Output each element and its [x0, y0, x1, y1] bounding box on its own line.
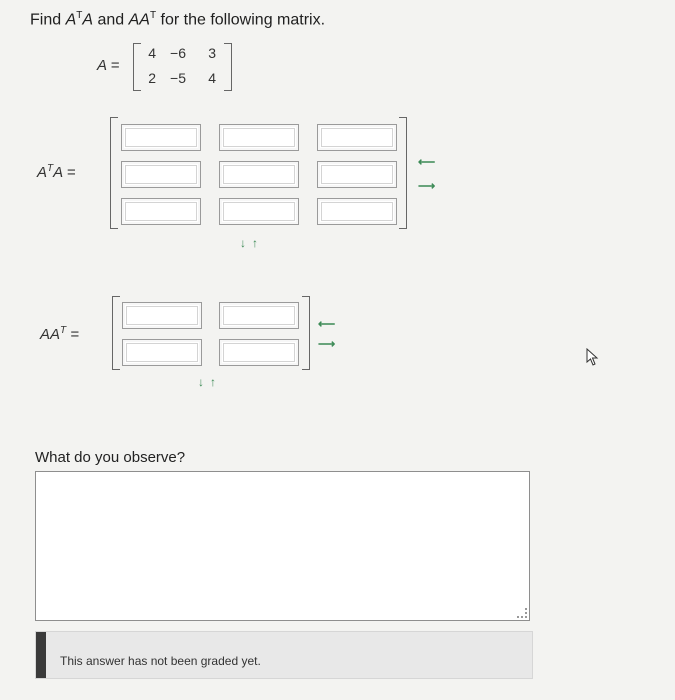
ata-cell-r1c3[interactable]: [317, 124, 397, 151]
ata-cell-r2c3[interactable]: [317, 161, 397, 188]
ata-label: $A^TA$ =: [37, 163, 76, 181]
matrix-a-label: A =: [97, 57, 120, 74]
grading-status-panel: [35, 631, 533, 679]
matrix-a-r2c2: −5: [170, 70, 186, 86]
ata-remove-column-arrow-icon[interactable]: ⟵: [418, 155, 436, 169]
observe-answer-input[interactable]: [36, 472, 533, 624]
status-accent-bar: [36, 632, 46, 678]
matrix-a-r2c3: 4: [208, 70, 216, 86]
aat-remove-column-arrow-icon[interactable]: ⟵: [318, 317, 336, 331]
ata-add-column-arrow-icon[interactable]: ⟶: [418, 179, 436, 193]
ata-cell-r3c2[interactable]: [219, 198, 299, 225]
mouse-cursor-icon: [586, 348, 600, 366]
resize-handle-icon[interactable]: [517, 608, 527, 618]
ata-cell-r2c1[interactable]: [121, 161, 201, 188]
matrix-a-r1c3: 3: [208, 45, 216, 61]
aat-cell-r1c1[interactable]: [122, 302, 202, 329]
ata-cell-r2c2[interactable]: [219, 161, 299, 188]
ata-add-row-arrow-icon[interactable]: ↑: [252, 236, 258, 250]
matrix-a-r1c1: 4: [148, 45, 156, 61]
aat-add-row-arrow-icon[interactable]: ↑: [210, 375, 216, 389]
question-text: Find $A^TA$ and $AA^T$ for the following matrix.: [30, 10, 326, 29]
ata-right-bracket: [399, 117, 407, 229]
aat-remove-row-arrow-icon[interactable]: ↓: [198, 375, 204, 389]
matrix-a-r2c1: 2: [148, 70, 156, 86]
matrix-a-right-bracket: [224, 43, 232, 91]
ata-left-bracket: [110, 117, 118, 229]
grading-status-text: This answer has not been graded yet.: [60, 654, 261, 668]
observe-answer-textarea[interactable]: [35, 471, 530, 621]
aat-right-bracket: [302, 296, 310, 370]
observe-question-label: What do you observe?: [35, 449, 186, 466]
aat-cell-r1c2[interactable]: [219, 302, 299, 329]
aat-left-bracket: [112, 296, 120, 370]
ata-cell-r1c1[interactable]: [121, 124, 201, 151]
aat-cell-r2c2[interactable]: [219, 339, 299, 366]
ata-cell-r1c2[interactable]: [219, 124, 299, 151]
ata-remove-row-arrow-icon[interactable]: ↓: [240, 236, 246, 250]
aat-add-column-arrow-icon[interactable]: ⟶: [318, 337, 336, 351]
ata-cell-r3c3[interactable]: [317, 198, 397, 225]
aat-cell-r2c1[interactable]: [122, 339, 202, 366]
aat-label: $AA^T$ =: [40, 325, 80, 343]
ata-cell-r3c1[interactable]: [121, 198, 201, 225]
matrix-a-r1c2: −6: [170, 45, 186, 61]
